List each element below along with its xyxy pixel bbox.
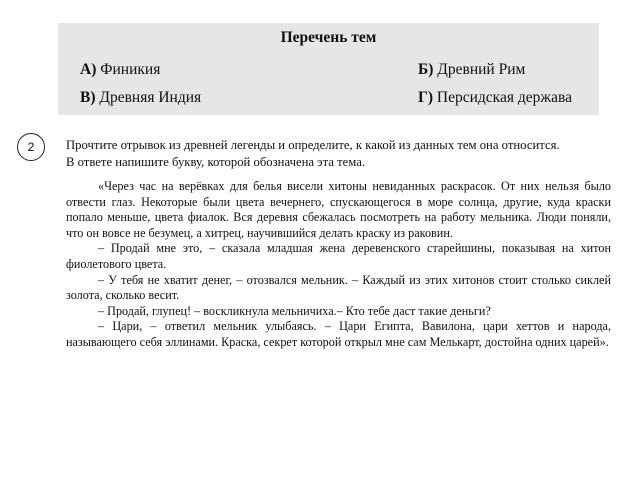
topic-g-letter: Г) bbox=[418, 89, 434, 106]
topic-v bbox=[80, 89, 201, 107]
topic-a bbox=[80, 61, 160, 79]
prompt-line-1: Прочтите отрывок из древней легенды и определите, к какой из данных тем она относится. bbox=[66, 138, 560, 152]
topic-g-text: Персидская держава bbox=[436, 89, 572, 106]
topic-b bbox=[418, 61, 525, 79]
topic-v-text: Древняя Индия bbox=[99, 89, 202, 106]
question-number: 2 bbox=[17, 133, 45, 161]
passage-paragraph: – Продай мне это, – сказала младшая жена деревенского старейшины, показывая на хитон фиолетового цвета. bbox=[66, 241, 611, 271]
prompt-line-2: В ответе напишите букву, которой обозначена эта тема. bbox=[66, 155, 366, 169]
topic-a-letter: А) bbox=[80, 61, 97, 78]
topics-title: Перечень тем bbox=[280, 29, 377, 46]
passage-paragraph: – Цари, – ответил мельник улыбаясь. – Цари Египта, Вавилона, цари хеттов и народа, называющего себя эллинами. Краска, секрет которой открыл мне сам Мелькарт, достойна одних царей». bbox=[66, 319, 611, 349]
legend-passage bbox=[66, 179, 611, 351]
passage-paragraph: «Через час на верёвках для белья висели хитоны невиданных раскрасок. От них нельзя было отвести глаз. Некоторые были цвета вечернего, спускающегося в море солнца, другие, куда краски попало меньше, цвета фиалок. Вся деревня сбежалась посмотреть на работу мельника. Люди поняли, что он вовсе не безумец, а хитрец, научившийся делать краску из раковин. bbox=[66, 179, 611, 240]
passage-paragraph: – Продай, глупец! – воскликнула мельничиха.– Кто тебе даст такие деньги? bbox=[98, 303, 491, 318]
topic-b-text: Древний Рим bbox=[437, 61, 526, 78]
topic-v-letter: В) bbox=[80, 89, 96, 106]
question-prompt bbox=[66, 137, 611, 171]
topic-g bbox=[418, 89, 572, 107]
topics-box bbox=[58, 23, 599, 115]
topic-a-text: Финикия bbox=[100, 61, 161, 78]
topic-b-letter: Б) bbox=[418, 61, 434, 78]
passage-paragraph: – У тебя не хватит денег, – отозвался мельник. – Каждый из этих хитонов стоит столько сиклей золота, сколько весит. bbox=[66, 272, 611, 303]
